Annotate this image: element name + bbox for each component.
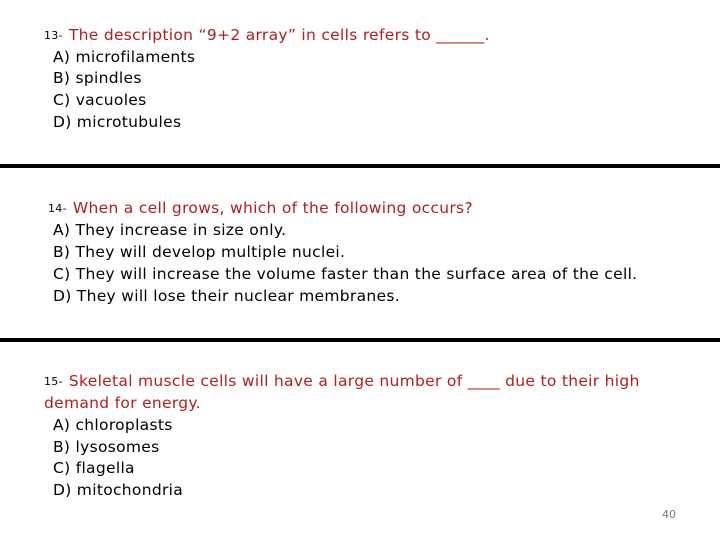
question-13-stem bbox=[44, 25, 490, 46]
question-number: 13- bbox=[44, 29, 63, 42]
option-c: C) flagella bbox=[53, 459, 135, 477]
question-text: The description “9+2 array” in cells refers to ______. bbox=[68, 26, 490, 44]
page-number: 40 bbox=[662, 508, 676, 521]
question-14-stem bbox=[48, 198, 473, 219]
option-b: B) lysosomes bbox=[53, 438, 160, 456]
option-d: D) microtubules bbox=[53, 113, 182, 131]
option-a: A) microfilaments bbox=[53, 48, 196, 66]
section-divider bbox=[0, 338, 720, 342]
section-divider bbox=[0, 164, 720, 168]
question-15-stem-continued: demand for energy. bbox=[44, 394, 201, 412]
option-c: C) vacuoles bbox=[53, 91, 147, 109]
question-15-stem bbox=[44, 371, 640, 392]
option-a: A) chloroplasts bbox=[53, 416, 173, 434]
option-b: B) They will develop multiple nuclei. bbox=[53, 243, 346, 261]
question-number: 15- bbox=[44, 375, 63, 388]
question-number: 14- bbox=[48, 202, 67, 215]
option-a: A) They increase in size only. bbox=[53, 221, 287, 239]
option-d: D) They will lose their nuclear membranes. bbox=[53, 287, 400, 305]
option-c: C) They will increase the volume faster than the surface area of the cell. bbox=[53, 265, 638, 283]
option-b: B) spindles bbox=[53, 69, 142, 87]
question-text: Skeletal muscle cells will have a large number of ____ due to their high bbox=[68, 372, 640, 390]
question-text: When a cell grows, which of the following occurs? bbox=[72, 199, 473, 217]
option-d: D) mitochondria bbox=[53, 481, 184, 499]
